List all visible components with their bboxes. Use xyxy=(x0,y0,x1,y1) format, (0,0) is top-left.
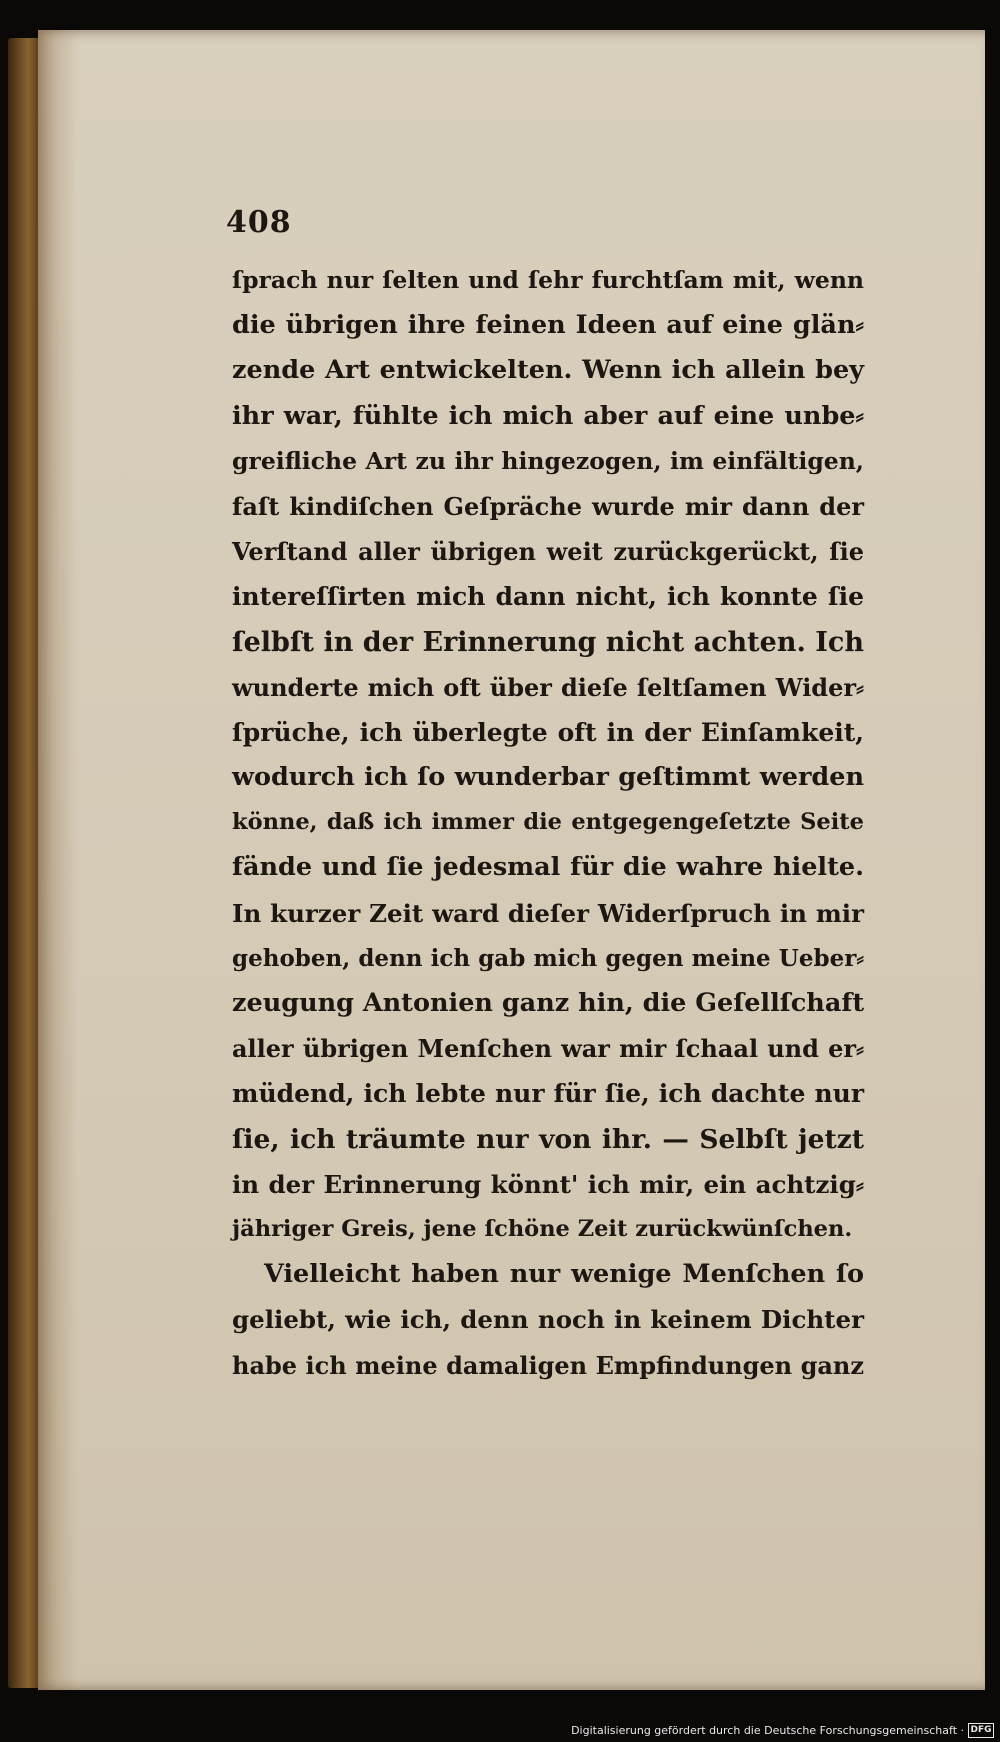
book-spine-edge xyxy=(8,38,42,1688)
text-line: ſie, ich träumte nur von ihr. — Selbſt jetzt xyxy=(232,1123,864,1155)
text-line-paragraph-start: Vielleicht haben nur wenige Menſchen ſo xyxy=(264,1259,864,1290)
text-line: gehoben, denn ich gab mich gegen meine Ueber⸗ xyxy=(232,944,864,972)
text-line: intereſſirten mich dann nicht, ich konnte ſie xyxy=(232,582,864,612)
digitization-credit: Digitalisierung gefördert durch die Deutsche Forschungsgemeinschaft · xyxy=(571,1724,964,1737)
body-text xyxy=(232,258,864,1388)
text-line: greifliche Art zu ihr hingezogen, im einfältigen, xyxy=(232,446,864,475)
page-number: 408 xyxy=(226,205,292,240)
text-line: zeugung Antonien ganz hin, die Geſellſchaft xyxy=(232,988,865,1018)
text-line: In kurzer Zeit ward dieſer Widerſpruch in mir xyxy=(232,898,864,928)
text-line: in der Erinnerung könnt' ich mir, ein achtzig⸗ xyxy=(232,1169,864,1199)
text-line: faſt kindiſchen Geſpräche wurde mir dann der xyxy=(232,491,864,521)
text-line: fände und ſie jedesmal für die wahre hielte. xyxy=(232,852,864,883)
text-line: habe ich meine damaligen Empfindungen ganz xyxy=(232,1350,864,1380)
gutter-shadow xyxy=(38,30,78,1690)
text-line: wodurch ich ſo wunderbar geſtimmt werden xyxy=(232,762,864,793)
text-line: wunderte mich oft über dieſe ſeltſamen Wider⸗ xyxy=(232,672,864,702)
dfg-logo: DFG xyxy=(968,1723,994,1738)
text-line: könne, daß ich immer die entgegengeſetzte Seite xyxy=(232,809,864,836)
text-line: jähriger Greis, jene ſchöne Zeit zurückwünſchen. xyxy=(232,1215,853,1242)
text-line: ſprach nur ſelten und ſehr furchtſam mit, wenn xyxy=(232,266,864,294)
text-line: ihr war, fühlte ich mich aber auf eine unbe⸗ xyxy=(232,400,864,431)
text-line: aller übrigen Menſchen war mir ſchaal und er⸗ xyxy=(232,1034,864,1064)
text-line: Verſtand aller übrigen weit zurückgerückt, ſie xyxy=(232,537,864,567)
text-line: ſelbſt in der Erinnerung nicht achten. Ich xyxy=(232,626,864,658)
text-line: zende Art entwickelten. Wenn ich allein bey xyxy=(232,355,864,386)
text-line: geliebt, wie ich, denn noch in keinem Dichter xyxy=(232,1305,864,1335)
text-line: die übrigen ihre feinen Ideen auf eine glän⸗ xyxy=(232,310,864,341)
text-line: müdend, ich lebte nur für ſie, ich dachte nur xyxy=(232,1079,864,1109)
scan-right-border xyxy=(985,0,1000,1742)
text-line: ſprüche, ich überlegte oft in der Einſamkeit, xyxy=(232,717,864,747)
